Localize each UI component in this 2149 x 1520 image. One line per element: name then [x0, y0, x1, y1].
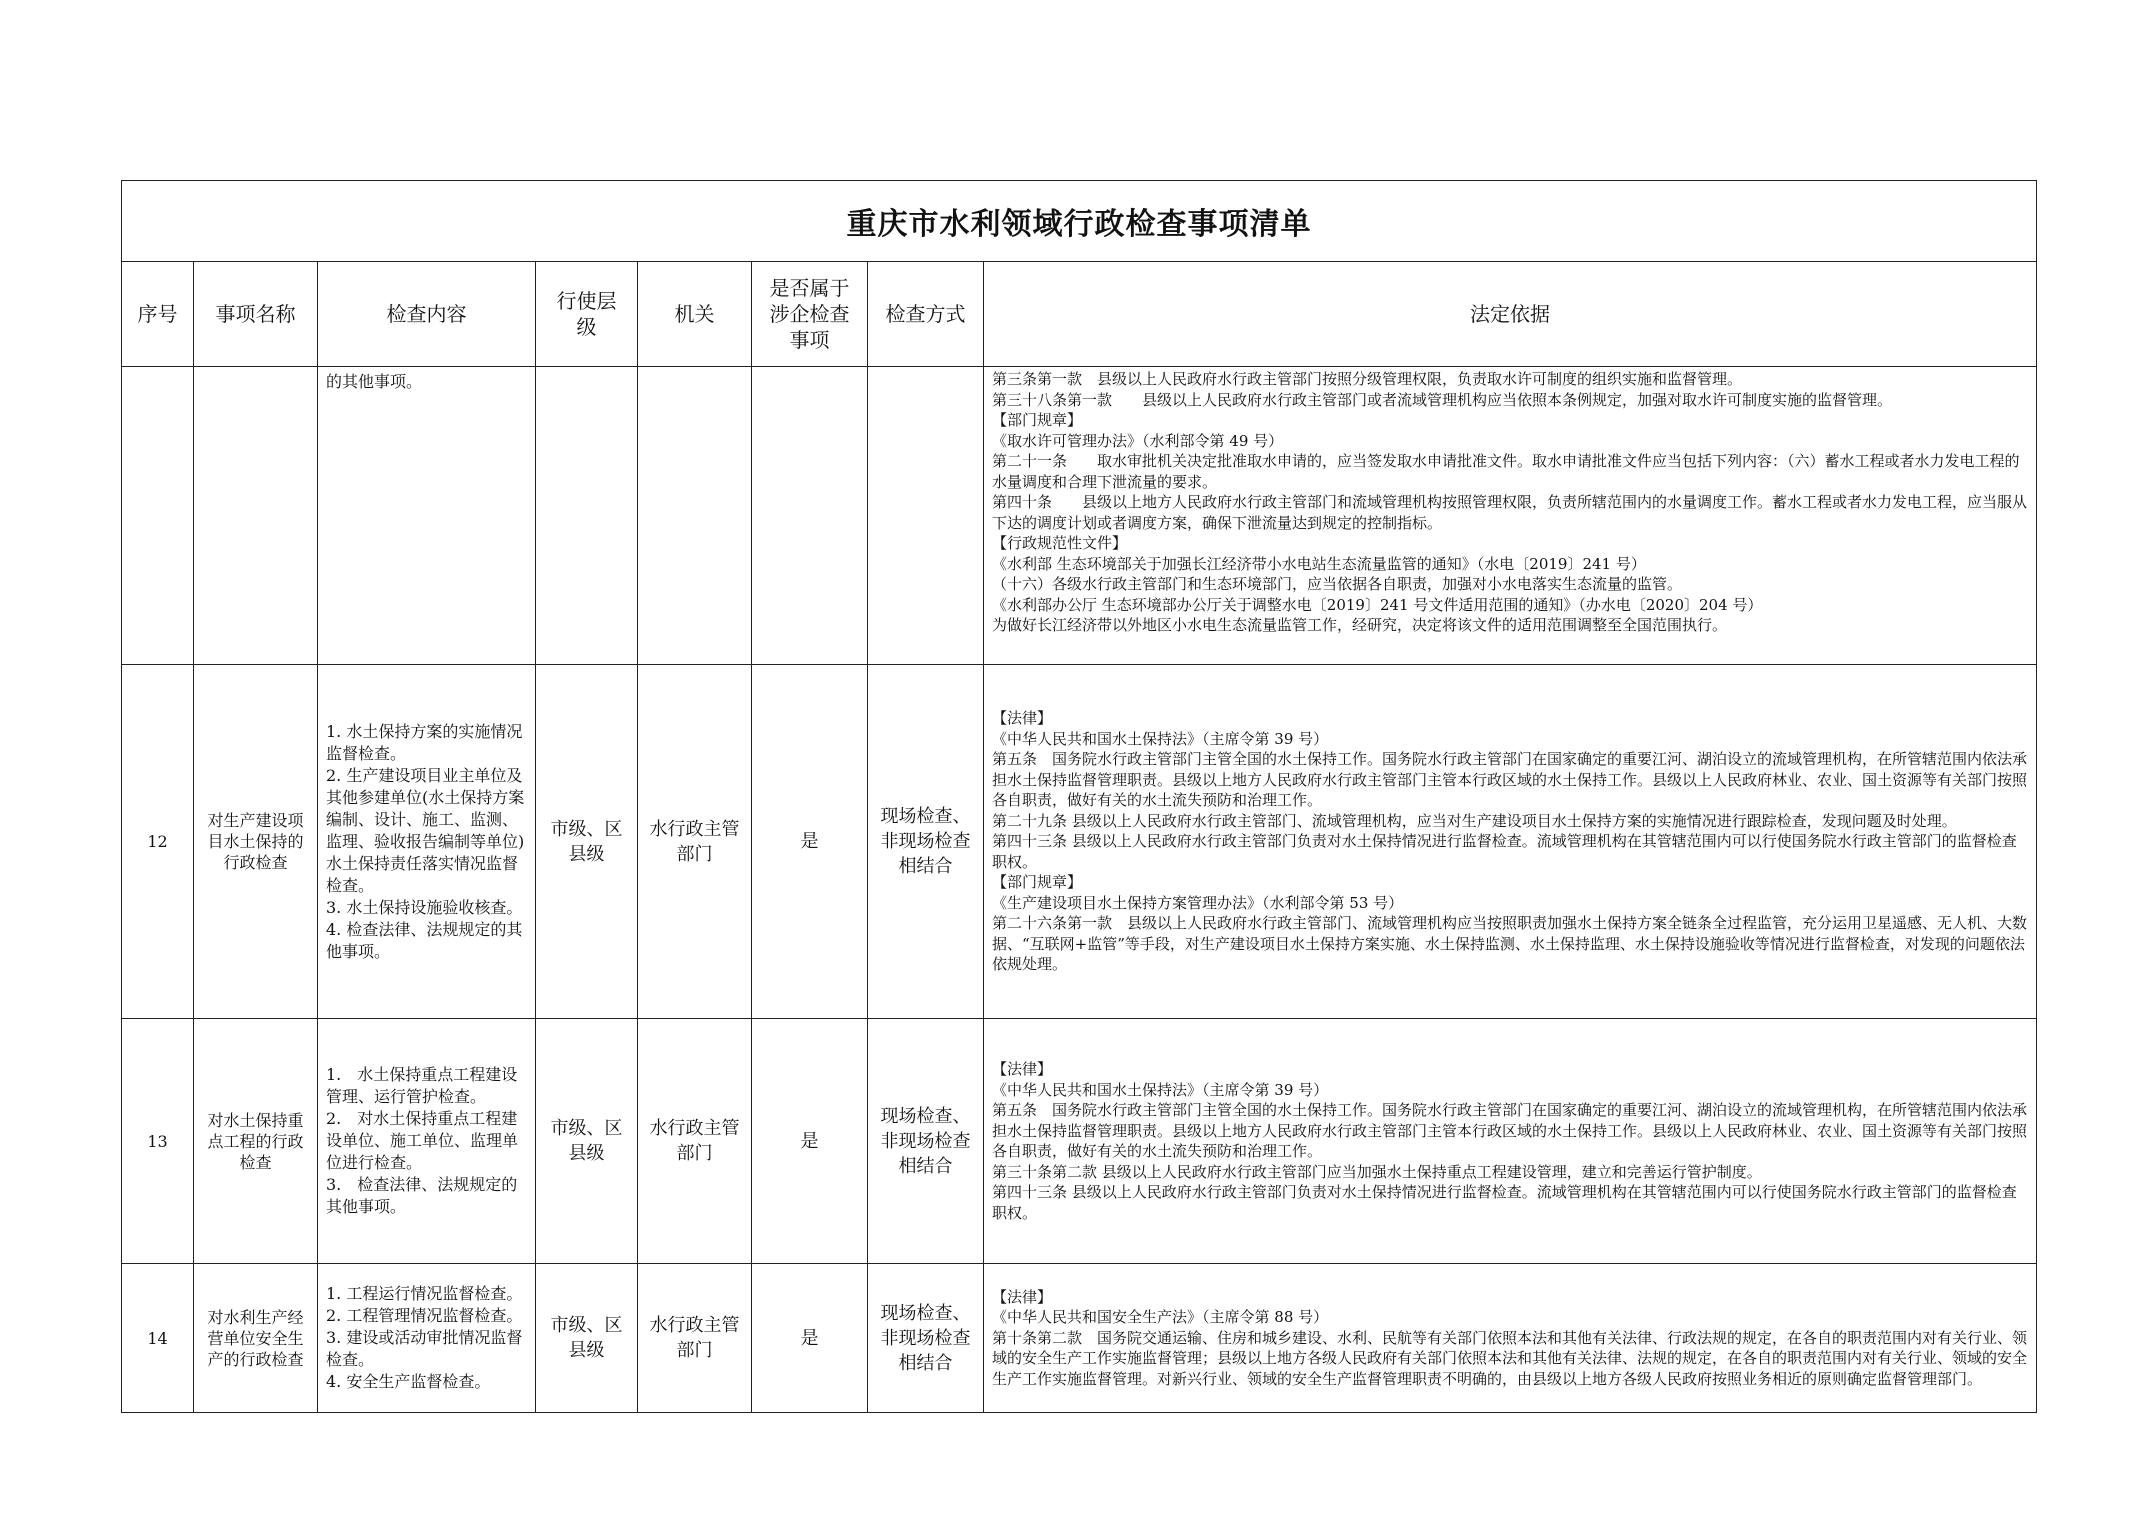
row-legal-basis: [984, 665, 2037, 1019]
inspection-list-sheet: [121, 180, 2036, 1413]
basis-line: 【法律】: [992, 709, 1053, 728]
basis-line: 第五条 国务院水行政主管部门主管全国的水土保持工作。国务院水行政主管部门在国家确定的重要江河、湖泊设立的流域管理机构，在所管辖范围内依法承担水土保持监督管理职责。县级以上地方人民政府水行政主管部门主管本行政区域的水土保持工作。县级以上人民政府林业、农业、国土资源等有关部门按照各自职责，做好有关的水土流失预防和治理工作。: [992, 750, 2028, 810]
basis-line: 第二十九条 县级以上人民政府水行政主管部门、流域管理机构，应当对生产建设项目水土保持方案的实施情况进行跟踪检查，发现问题及时处理。: [992, 811, 1957, 830]
row-content: [318, 665, 536, 1019]
row-authority: 水行政主管部门: [638, 1019, 752, 1264]
row-level: 市级、区县级: [536, 665, 638, 1019]
header-item-name: 事项名称: [194, 262, 318, 367]
basis-line: 第十条第二款 国务院交通运输、住房和城乡建设、水利、民航等有关部门依照本法和其他有关法律、行政法规的规定，在各自的职责范围内对有关行业、领域的安全生产工作实施监督管理；县级以上地方各级人民政府有关部门依照本法和其他有关法律、法规的规定，在各自的职责范围内对有关行业、领域的安全生产工作实施监督管理。对新兴行业、领域的安全生产监督管理职责不明确的，由县级以上地方各级人民政府按照业务相近的原则确定监督管理部门。: [992, 1328, 2028, 1388]
basis-line: 【部门规章】: [992, 873, 1083, 892]
row-seq: 12: [122, 665, 194, 1019]
row-enterprise: 是: [752, 1019, 868, 1264]
basis-line: 第四十条 县级以上地方人民政府水行政主管部门和流域管理机构按照管理权限，负责所辖范围内的水量调度工作。蓄水工程或者水力发电工程，应当服从下达的调度计划或者调度方案，确保下泄流量达到规定的控制指标。: [992, 493, 2028, 532]
row-authority: [638, 367, 752, 665]
basis-line: 【部门规章】: [992, 411, 1083, 429]
content-line: 的其他事项。: [326, 372, 423, 391]
content-line: 2. 工程管理情况监督检查。: [326, 1306, 523, 1325]
basis-line: 第三十条第二款 县级以上人民政府水行政主管部门应当加强水土保持重点工程建设管理，建立和完善运行管护制度。: [992, 1162, 1762, 1181]
header-authority: 机关: [638, 262, 752, 367]
row-name: [194, 367, 318, 665]
content-line: 4. 安全生产监督检查。: [326, 1372, 491, 1391]
row-name: 对水土保持重点工程的行政检查: [194, 1019, 318, 1264]
header-row: [122, 262, 2037, 367]
row-name: 对水利生产经营单位安全生产的行政检查: [194, 1264, 318, 1413]
row-level: [536, 367, 638, 665]
row-content: [318, 1264, 536, 1413]
table-title: 重庆市水利领域行政检查事项清单: [122, 181, 2037, 262]
row-method: 现场检查、非现场检查相结合: [868, 665, 984, 1019]
row-enterprise: 是: [752, 1264, 868, 1413]
header-legal-basis: 法定依据: [984, 262, 2037, 367]
basis-line: （十六）各级水行政主管部门和生态环境部门，应当依据各自职责，加强对小水电落实生态流量的监管。: [992, 575, 1683, 593]
basis-line: 《水利部办公厅 生态环境部办公厅关于调整水电〔2019〕241 号文件适用范围的通知》（办水电〔2020〕204 号）: [992, 595, 1763, 614]
header-level: 行使层级: [536, 262, 638, 367]
basis-line: 第四十三条 县级以上人民政府水行政主管部门负责对水土保持情况进行监督检查。流域管理机构在其管辖范围内可以行使国务院水行政主管部门的监督检查职权。: [992, 832, 2017, 871]
content-line: 3. 检查法律、法规规定的其他事项。: [326, 1175, 518, 1216]
header-method: 检查方式: [868, 262, 984, 367]
row-enterprise: 是: [752, 665, 868, 1019]
basis-line: 【法律】: [992, 1287, 1053, 1306]
row-authority: 水行政主管部门: [638, 665, 752, 1019]
content-line: 1. 工程运行情况监督检查。: [326, 1284, 523, 1303]
basis-line: 第四十三条 县级以上人民政府水行政主管部门负责对水土保持情况进行监督检查。流域管理机构在其管辖范围内可以行使国务院水行政主管部门的监督检查职权。: [992, 1183, 2017, 1222]
table-row: [122, 367, 2037, 665]
content-line: 2. 生产建设项目业主单位及其他参建单位(水土保持方案编制、设计、施工、监测、监理、验收报告编制等单位)水土保持责任落实情况监督检查。: [326, 765, 525, 895]
inspection-table: [121, 180, 2037, 1413]
header-seq: 序号: [122, 262, 194, 367]
row-content: [318, 1019, 536, 1264]
row-seq: 14: [122, 1264, 194, 1413]
basis-line: 《取水许可管理办法》（水利部令第 49 号）: [992, 431, 1284, 450]
row-seq: [122, 367, 194, 665]
row-method: [868, 367, 984, 665]
basis-line: 《中华人民共和国水土保持法》（主席令第 39 号）: [992, 1080, 1329, 1099]
content-line: 1. 水土保持方案的实施情况监督检查。: [326, 721, 523, 763]
basis-line: 第三十八条第一款 县级以上人民政府水行政主管部门或者流域管理机构应当依照本条例规定，加强对取水许可制度实施的监督管理。: [992, 390, 1893, 409]
basis-line: 第三条第一款 县级以上人民政府水行政主管部门按照分级管理权限，负责取水许可制度的组织实施和监督管理。: [992, 370, 1743, 388]
header-enterprise: 是否属于涉企检查事项: [752, 262, 868, 367]
row-level: 市级、区县级: [536, 1019, 638, 1264]
row-enterprise: [752, 367, 868, 665]
basis-line: 【行政规范性文件】: [992, 534, 1128, 552]
row-level: 市级、区县级: [536, 1264, 638, 1413]
basis-line: 第二十六条第一款 县级以上人民政府水行政主管部门、流域管理机构应当按照职责加强水土保持方案全链条全过程监管，充分运用卫星遥感、无人机、大数据、“互联网+监管”等手段，对生产建设项目水土保持方案实施、水土保持监测、水土保持监理、水土保持设施验收等情况进行监督检查，对发现的问题依法依规处理。: [992, 914, 2028, 974]
content-line: 2. 对水土保持重点工程建设单位、施工单位、监理单位进行检查。: [326, 1109, 519, 1172]
basis-line: 《水利部 生态环境部关于加强长江经济带小水电站生态流量监管的通知》（水电〔2019〕241 号）: [992, 554, 1646, 573]
header-content: 检查内容: [318, 262, 536, 367]
table-row: [122, 1264, 2037, 1413]
content-line: 3. 建设或活动审批情况监督检查。: [326, 1328, 523, 1369]
basis-line: 第二十一条 取水审批机关决定批准取水申请的，应当签发取水申请批准文件。取水申请批准文件应当包括下列内容：（六）蓄水工程或者水力发电工程的水量调度和合理下泄流量的要求。: [992, 452, 2020, 491]
row-authority: 水行政主管部门: [638, 1264, 752, 1413]
content-line: 1. 水土保持重点工程建设管理、运行管护检查。: [326, 1065, 518, 1106]
basis-line: 第五条 国务院水行政主管部门主管全国的水土保持工作。国务院水行政主管部门在国家确定的重要江河、湖泊设立的流域管理机构，在所管辖范围内依法承担水土保持监督管理职责。县级以上地方人民政府水行政主管部门主管本行政区域的水土保持工作。县级以上人民政府林业、农业、国土资源等有关部门按照各自职责，做好有关的水土流失预防和治理工作。: [992, 1101, 2028, 1160]
row-legal-basis: [984, 367, 2037, 665]
row-legal-basis: [984, 1264, 2037, 1413]
table-row: [122, 665, 2037, 1019]
row-legal-basis: [984, 1019, 2037, 1264]
basis-line: 为做好长江经济带以外地区小水电生态流量监管工作，经研究，决定将该文件的适用范围调整至全国范围执行。: [992, 616, 1728, 634]
basis-line: 《中华人民共和国水土保持法》（主席令第 39 号）: [992, 729, 1329, 748]
content-line: 3. 水土保持设施验收核查。: [326, 897, 523, 917]
basis-line: 《中华人民共和国安全生产法》（主席令第 88 号）: [992, 1308, 1329, 1327]
table-row: [122, 1019, 2037, 1264]
basis-line: 《生产建设项目水土保持方案管理办法》（水利部令第 53 号）: [992, 893, 1404, 912]
row-name: 对生产建设项目水土保持的行政检查: [194, 665, 318, 1019]
row-content: [318, 367, 536, 665]
content-line: 4. 检查法律、法规规定的其他事项。: [326, 919, 523, 961]
basis-line: 【法律】: [992, 1060, 1053, 1078]
row-seq: 13: [122, 1019, 194, 1264]
row-method: 现场检查、非现场检查相结合: [868, 1019, 984, 1264]
row-method: 现场检查、非现场检查相结合: [868, 1264, 984, 1413]
